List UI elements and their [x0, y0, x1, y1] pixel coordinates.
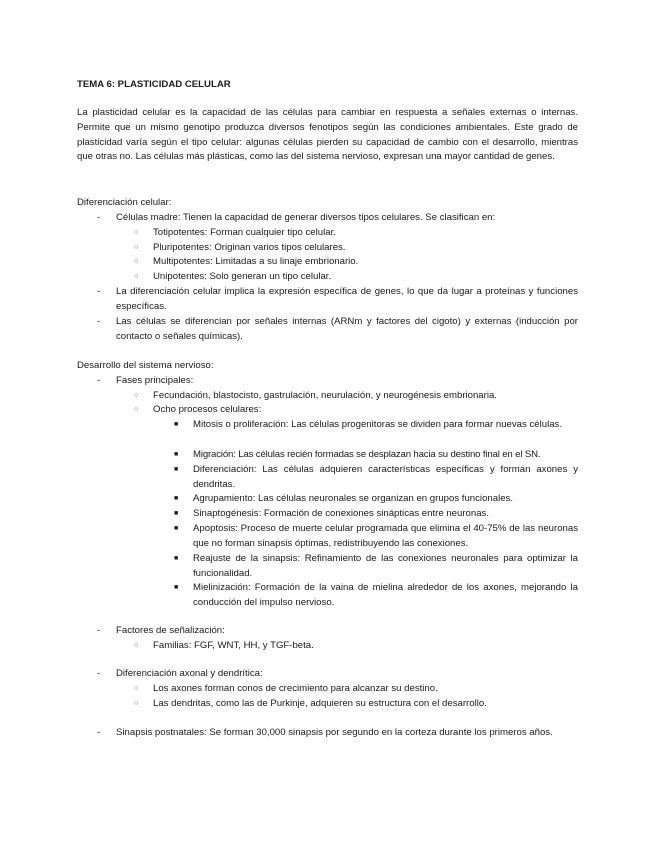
square-bullet: ■	[174, 466, 179, 473]
list-item: Sinapsis postnatales: Se forman 30,000 sinapsis por segundo en la corteza durante los primeros años.	[116, 727, 553, 738]
list-item: La diferenciación celular implica la expresión específica de genes, lo que da lugar a proteínas y funciones específicas.	[116, 286, 578, 312]
circle-bullet: ○	[134, 392, 139, 399]
list-item: Mitosis o proliferación: Las células progenitoras se dividen para formar nuevas células.	[193, 419, 563, 430]
list-item: Fases principales:	[116, 375, 194, 386]
circle-bullet: ○	[134, 700, 139, 707]
section-heading: Diferenciación celular:	[77, 197, 172, 208]
dash-bullet: -	[97, 316, 101, 327]
list-item: Las células se diferencian por señales internas (ARNm y factores del cigoto) y externas (inducción por contacto o señales químicas).	[116, 316, 578, 342]
list-item: Familias: FGF, WNT, HH, y TGF-beta.	[153, 640, 314, 651]
square-bullet: ■	[174, 525, 179, 532]
list-item: Diferenciación axonal y dendrítica:	[116, 668, 263, 679]
list-item: Fecundación, blastocisto, gastrulación, neurulación, y neurogénesis embrionaria.	[153, 390, 497, 401]
list-item: Ocho procesos celulares:	[153, 404, 262, 415]
square-bullet: ■	[174, 584, 179, 591]
intro-paragraph: La plasticidad celular es la capacidad de las células para cambiar en respuesta a señales externas o internas. Permite que un mismo genotipo produzca diversos fenotipos según las condiciones ambientales. Este grado de plasticidad varía según el tipo celular: algunas células pierden su capacidad de cambio con el desarrollo, mientras que otras no. Las células más plásticas, como las del sistema nervioso, expresan una mayor cantidad de genes.	[77, 107, 578, 163]
section-heading: Desarrollo del sistema nervioso:	[77, 360, 214, 371]
dash-bullet: -	[97, 286, 101, 297]
list-item: Multipotentes: Limitadas a su linaje embrionario.	[153, 256, 359, 267]
circle-bullet: ○	[134, 258, 139, 265]
list-item: Totipotentes: Forman cualquier tipo celular.	[153, 227, 336, 238]
list-item: Unipotentes: Solo generan un tipo celular.	[153, 271, 332, 282]
list-item: Los axones forman conos de crecimiento para alcanzar su destino.	[153, 683, 438, 694]
list-item: Diferenciación: Las células adquieren características específicas y forman axones y dendritas.	[193, 464, 578, 490]
dash-bullet: -	[97, 375, 101, 386]
dash-bullet: -	[97, 668, 101, 679]
list-item: Las dendritas, como las de Purkinje, adquieren su estructura con el desarrollo.	[153, 698, 487, 709]
circle-bullet: ○	[134, 229, 139, 236]
list-item: Sinaptogénesis: Formación de conexiones sinápticas entre neuronas.	[193, 508, 489, 519]
circle-bullet: ○	[134, 406, 139, 413]
circle-bullet: ○	[134, 244, 139, 251]
list-item: Reajuste de la sinapsis: Refinamiento de las conexiones neuronales para optimizar la funcionalidad.	[193, 553, 578, 579]
square-bullet: ■	[174, 451, 179, 458]
square-bullet: ■	[174, 421, 179, 428]
circle-bullet: ○	[134, 642, 139, 649]
list-item: Apoptosis: Proceso de muerte celular programada que elimina el 40-75% de las neuronas que no forman sinapsis óptimas, redistribuyendo las conexiones.	[193, 523, 578, 549]
list-item: Mielinización: Formación de la vaina de mielina alrededor de los axones, mejorando la conducción del impulso nervioso.	[193, 582, 578, 608]
dash-bullet: -	[97, 212, 101, 223]
circle-bullet: ○	[134, 273, 139, 280]
list-item: Agrupamiento: Las células neuronales se organizan en grupos funcionales.	[193, 493, 513, 504]
square-bullet: ■	[174, 510, 179, 517]
square-bullet: ■	[174, 555, 179, 562]
square-bullet: ■	[174, 495, 179, 502]
list-item: Células madre: Tienen la capacidad de generar diversos tipos celulares. Se clasifican en:	[116, 212, 496, 223]
dash-bullet: -	[97, 625, 101, 636]
list-item: Migración: Las células recién formadas se desplazan hacia su destino final en el SN.	[193, 449, 541, 460]
dash-bullet: -	[97, 727, 101, 738]
document-title: TEMA 6: PLASTICIDAD CELULAR	[77, 79, 231, 90]
list-item: Factores de señalización:	[116, 625, 225, 636]
list-item: Pluripotentes: Originan varios tipos celulares.	[153, 242, 346, 253]
circle-bullet: ○	[134, 685, 139, 692]
